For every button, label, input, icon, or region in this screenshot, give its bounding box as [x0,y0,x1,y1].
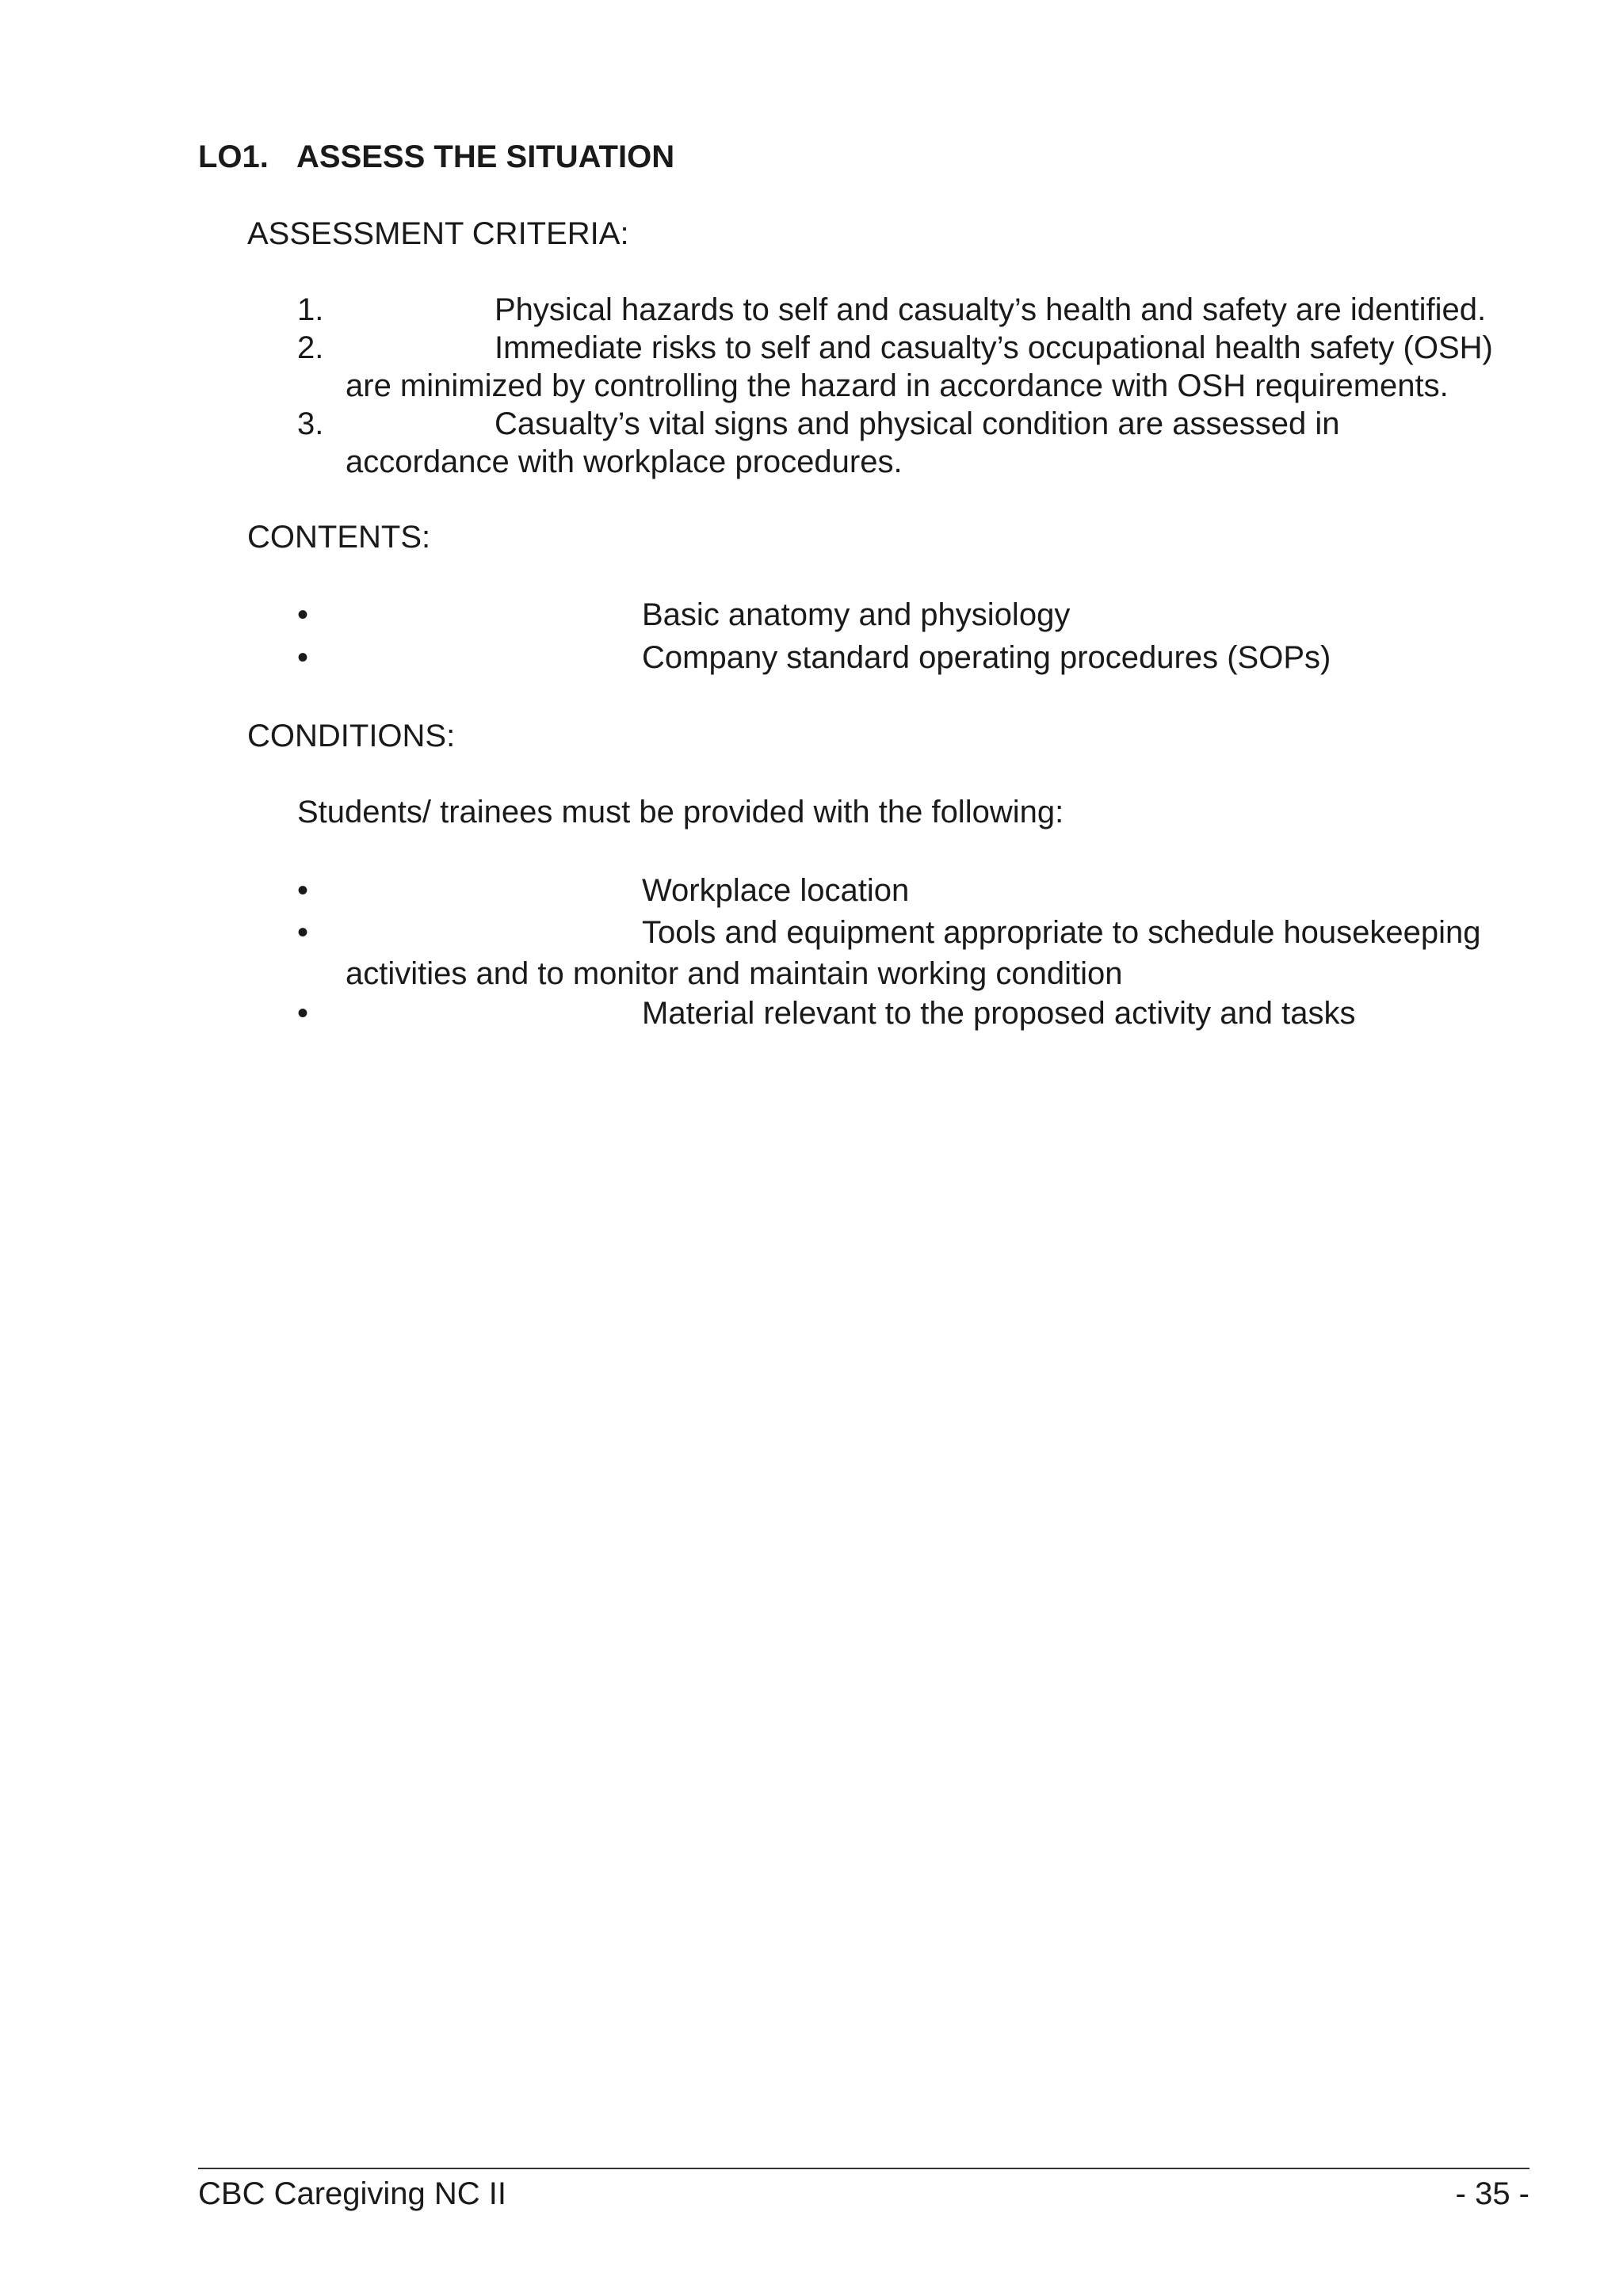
criteria-item-3-continued: accordance with workplace procedures. [346,444,903,479]
conditions-intro: Students/ trainees must be provided with the following: [297,795,1064,830]
contents-bullet-1: • [297,597,309,632]
contents-label: CONTENTS: [247,520,431,555]
contents-item-1: Basic anatomy and physiology [642,597,1071,632]
conditions-bullet-2: • [297,915,309,950]
criteria-item-1: Physical hazards to self and casualty’s health and safety are identified. [495,292,1487,327]
assessment-criteria-label: ASSESSMENT CRITERIA: [247,216,629,251]
conditions-label: CONDITIONS: [247,719,456,753]
conditions-item-2-continued: activities and to monitor and maintain working condition [346,956,1123,991]
criteria-marker-3: 3. [297,406,324,441]
contents-item-2: Company standard operating procedures (SOPs) [642,640,1331,675]
conditions-item-2: Tools and equipment appropriate to schedule housekeeping [642,915,1481,950]
conditions-bullet-1: • [297,873,309,908]
lo-title: ASSESS THE SITUATION [296,139,675,174]
criteria-item-2: Immediate risks to self and casualty’s occupational health safety (OSH) [495,330,1493,365]
footer-divider [198,2168,1529,2169]
lo-number: LO1. [198,139,269,174]
criteria-marker-2: 2. [297,330,324,365]
contents-bullet-2: • [297,640,309,675]
footer-title: CBC Caregiving NC II [198,2176,507,2211]
criteria-item-2-continued: are minimized by controlling the hazard in accordance with OSH requirements. [346,368,1449,403]
conditions-item-3: Material relevant to the proposed activity and tasks [642,996,1356,1031]
criteria-item-3: Casualty’s vital signs and physical condition are assessed in [495,406,1340,441]
conditions-bullet-3: • [297,996,309,1031]
page-number: - 35 - [1455,2176,1529,2211]
conditions-item-1: Workplace location [642,873,910,908]
criteria-marker-1: 1. [297,292,324,327]
